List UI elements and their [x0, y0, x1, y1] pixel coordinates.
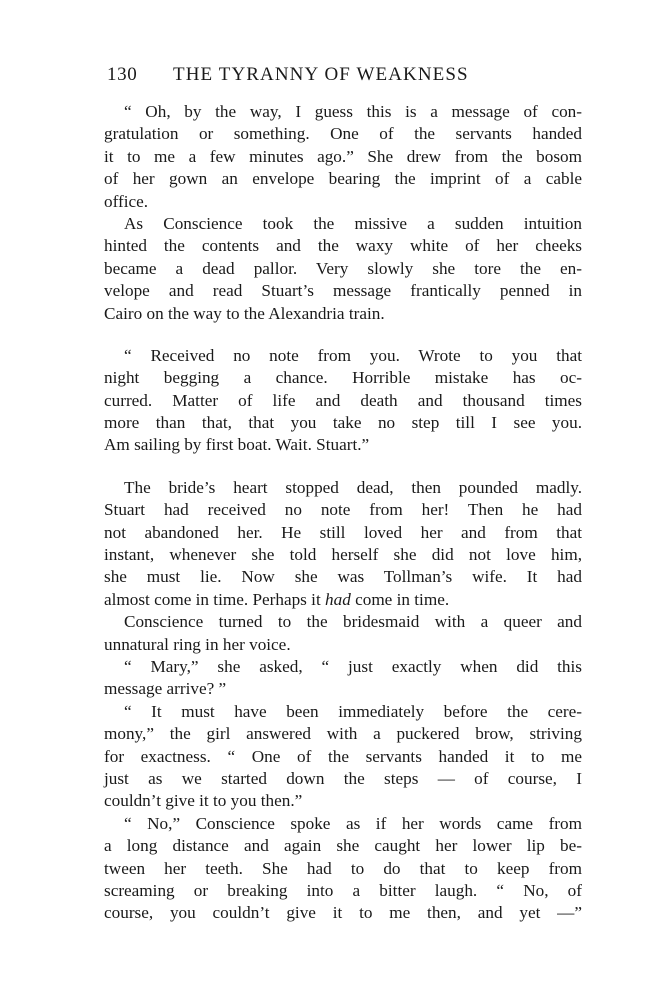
italic-word: had [325, 589, 351, 609]
text-line: Conscience turned to the bridesmaid with a queer and [124, 612, 582, 632]
text-line: it to me a few minutes ago.” She drew from the bosom [104, 146, 582, 166]
paragraph [104, 656, 582, 701]
text-line: unnatural ring in her voice. [104, 634, 291, 654]
text-line: mony,” the girl answered with a puckered brow, striving [104, 724, 582, 744]
text-line: Cairo on the way to the Alexandria train. [104, 303, 385, 323]
text-line: “ Received no note from you. Wrote to you that [124, 345, 582, 365]
paragraph-gap [104, 325, 582, 345]
paragraph [104, 611, 582, 656]
page-header [107, 64, 577, 90]
text-line: “ Oh, by the way, I guess this is a message of con- [124, 102, 582, 121]
body-text [104, 101, 582, 925]
text-line: more than that, that you take no step till I see you. [104, 413, 582, 433]
text-line: message arrive? ” [104, 679, 227, 699]
paragraph [104, 477, 582, 611]
text-line: As Conscience took the missive a sudden intuition [124, 213, 582, 233]
text-line: couldn’t give it to you then.” [104, 791, 303, 811]
text-line: she must lie. Now she was Tollman’s wife. It had [104, 567, 582, 587]
text-line: instant, whenever she told herself she did not love him, [104, 545, 582, 565]
text-line: “ Mary,” she asked, “ just exactly when did this [124, 656, 582, 676]
text-line: The bride’s heart stopped dead, then pounded madly. [124, 477, 582, 497]
paragraph [104, 701, 582, 813]
text-line: screaming or breaking into a bitter laugh. “ No, of [104, 880, 582, 900]
text-line: gratulation or something. One of the servants handed [104, 124, 582, 144]
text-line: velope and read Stuart’s message frantically penned in [104, 281, 582, 301]
text-line: Am sailing by first boat. Wait. Stuart.” [104, 435, 370, 455]
text-line: “ It must have been immediately before the cere- [124, 701, 582, 721]
text-run: come in time. [350, 589, 450, 609]
text-line: office. [104, 191, 149, 211]
text-line: of her gown an envelope bearing the imprint of a cable [104, 169, 582, 189]
paragraph [104, 813, 582, 925]
paragraph-gap [104, 457, 582, 477]
text-line: just as we started down the steps — of course, I [104, 768, 582, 788]
running-title: THE TYRANNY OF WEAKNESS [173, 64, 469, 85]
text-line [104, 589, 582, 611]
text-line: a long distance and again she caught her lower lip be- [104, 836, 582, 856]
text-line: Stuart had received no note from her! Then he had [104, 500, 582, 520]
cable-message [104, 345, 582, 457]
text-line: not abandoned her. He still loved her and from that [104, 522, 582, 542]
text-line: for exactness. “ One of the servants handed it to me [104, 746, 582, 766]
text-line: night begging a chance. Horrible mistake has oc- [104, 368, 582, 388]
text-line: curred. Matter of life and death and thousand times [104, 390, 582, 410]
text-run: almost come in time. Perhaps it [104, 589, 326, 609]
text-line: tween her teeth. She had to do that to keep from [104, 858, 582, 878]
text-line: course, you couldn’t give it to me then, and yet —” [104, 903, 582, 923]
text-line: became a dead pallor. Very slowly she tore the en- [104, 258, 582, 278]
page-number: 130 [107, 64, 138, 85]
paragraph [104, 213, 582, 325]
paragraph [104, 101, 582, 213]
text-line: hinted the contents and the waxy white of her cheeks [104, 236, 582, 256]
text-line: “ No,” Conscience spoke as if her words came from [124, 813, 582, 833]
